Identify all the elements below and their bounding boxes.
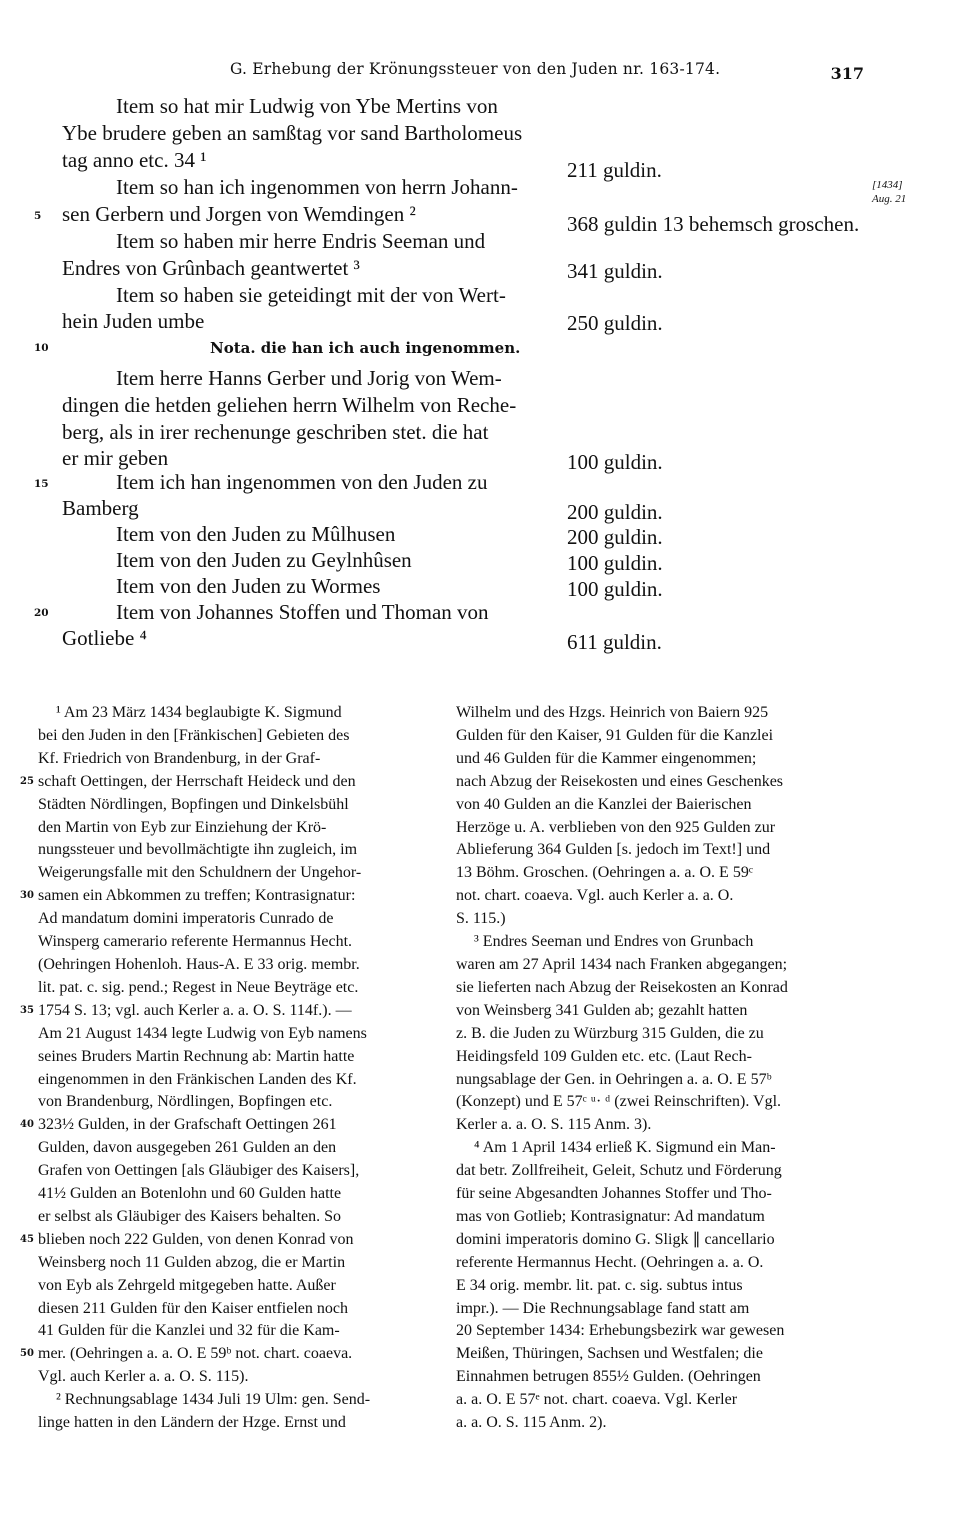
footnote-line: Am 21 August 1434 legte Ludwig von Eyb namens — [38, 1024, 367, 1042]
footnote-line: mas von Gotlieb; Kontrasignatur: Ad mandatum — [456, 1207, 765, 1225]
footnote-line: 13 Böhm. Groschen. (Oehringen a. a. O. E 59ᶜ — [456, 864, 753, 882]
line-number: 20 — [34, 607, 49, 619]
text-line: Item von den Juden zu Mûlhusen — [116, 522, 396, 546]
footnote-line: waren am 27 April 1434 nach Franken abgegangen; — [456, 955, 788, 973]
footnote-line: Winsperg camerario referente Hermannus Hecht. — [38, 933, 353, 951]
footnote-line: Ablieferung 364 Gulden [s. jedoch im Text!] und — [456, 841, 771, 859]
footnote-line: Vgl. auch Kerler a. a. O. S. 115). — [38, 1368, 249, 1386]
line-number: 10 — [34, 342, 49, 354]
footnote-line: ⁴ Am 1 April 1434 erließ K. Sigmund ein Man- — [474, 1139, 776, 1157]
footnote-line: dat betr. Zollfreiheit, Geleit, Schutz und Förderung — [456, 1162, 782, 1180]
text-line: Item so haben sie geteidingt mit der von Wert- — [116, 283, 506, 307]
text-line: Ybe brudere geben an samßtag vor sand Bartholomeus — [62, 121, 523, 145]
footnote-line: Grafen von Oettingen [als Gläubiger des Kaisers], — [38, 1162, 360, 1180]
footnote-line: 41½ Gulden an Botenlohn und 60 Gulden hatte — [38, 1185, 342, 1203]
text-line: Endres von Grûnbach geantwertet ³ — [62, 256, 360, 280]
footnote-line: Kf. Friedrich von Brandenburg, in der Graf- — [38, 749, 321, 767]
nota-line: Nota. die han ich auch ingenommen. — [210, 339, 521, 357]
line-number: 25 — [20, 776, 34, 787]
text-line: Item von Johannes Stoffen und Thoman von — [116, 600, 489, 624]
line-number: 45 — [20, 1234, 34, 1245]
footnote-line: und 46 Gulden für die Kammer eingenommen; — [456, 749, 757, 767]
footnote-line: nach Abzug der Reisekosten und eines Geschenkes — [456, 772, 784, 790]
footnote-line: Ad mandatum domini imperatoris Cunrado de — [38, 910, 334, 928]
footnote-line: z. B. die Juden zu Würzburg 315 Gulden, die zu — [456, 1024, 764, 1042]
footnote-line: seines Bruders Martin Rechnung ab: Martin hatte — [38, 1047, 355, 1065]
amount: 211 guldin. — [567, 158, 662, 182]
footnote-line: Weinsberg noch 11 Gulden abzog, die er Martin — [38, 1253, 346, 1271]
line-number: 50 — [20, 1348, 34, 1359]
footnote-line: bei den Juden in den [Fränkischen] Gebieten des — [38, 726, 350, 744]
text-line: Item so hat mir Ludwig von Ybe Mertins von — [116, 94, 498, 118]
amount: 611 guldin. — [567, 630, 662, 654]
footnote-line: (Konzept) und E 57ᶜ ᵘ· ᵈ (zwei Reinschriften). Vgl. — [456, 1093, 782, 1111]
amount: 100 guldin. — [567, 450, 663, 474]
footnote-line: von Eyb als Zehrgeld mitgegeben hatte. Außer — [38, 1276, 336, 1294]
footnote-line: 41 Gulden für die Kanzlei und 32 für die Kam- — [38, 1322, 340, 1340]
footnotes-right — [456, 702, 856, 1435]
footnote-line: domini imperatoris domino G. Sligk ∥ cancellario — [456, 1230, 775, 1248]
amount: 250 guldin. — [567, 311, 663, 335]
footnote-line: a. a. O. S. 115 Anm. 2). — [456, 1414, 607, 1432]
margin-note-year: [1434] — [872, 179, 903, 191]
text-line: Gotliebe ⁴ — [62, 626, 147, 650]
footnote-line: a. a. O. E 57ᵉ not. chart. coaeva. Vgl. Kerler — [456, 1391, 738, 1409]
footnote-line: Kerler a. a. O. S. 115 Anm. 3). — [456, 1116, 652, 1134]
footnote-line: ¹ Am 23 März 1434 beglaubigte K. Sigmund — [56, 704, 342, 721]
footnote-line: E 34 orig. membr. lit. pat. c. sig. subtus intus — [456, 1276, 743, 1294]
text-line: sen Gerbern und Jorgen von Wemdingen ² — [62, 202, 416, 226]
footnote-line: Städten Nördlingen, Bopfingen und Dinkelsbühl — [38, 795, 349, 813]
amount: 100 guldin. — [567, 577, 663, 601]
text-line: Bamberg — [62, 496, 139, 520]
footnote-line: Gulden für den Kaiser, 91 Gulden für die Kanzlei — [456, 726, 774, 744]
footnote-line: Wilhelm und des Hzgs. Heinrich von Baiern 925 — [456, 704, 769, 721]
page-number: 317 — [830, 64, 864, 83]
text-line: Item herre Hanns Gerber und Jorig von Wem- — [116, 366, 502, 390]
footnote-line: mer. (Oehringen a. a. O. E 59ᵇ not. chart. coaeva. — [38, 1345, 353, 1363]
footnote-line: linge hatten in den Ländern der Hzge. Ernst und — [38, 1414, 346, 1432]
footnote-line: den Martin von Eyb zur Einziehung der Krö- — [38, 818, 327, 836]
footnote-line: Weigerungsfalle mit den Schuldnern der Ungehor- — [38, 864, 362, 882]
line-number: 35 — [20, 1005, 34, 1016]
footnote-line: von Weinsberg 341 Gulden ab; gezahlt hatten — [456, 1001, 748, 1019]
footnote-line: Einnahmen betrugen 855½ Gulden. (Oehringen — [456, 1368, 761, 1386]
text-line: hein Juden umbe — [62, 309, 205, 333]
footnote-line: für seine Abgesandten Johannes Stoffer und Tho- — [456, 1185, 772, 1203]
text-line: berg, als in irer rechenunge geschriben stet. die hat — [62, 420, 489, 444]
text-line: dingen die hetden geliehen herrn Wilhelm von Reche- — [62, 393, 517, 417]
text-line: er mir geben — [62, 446, 169, 470]
footnote-line: ² Rechnungsablage 1434 Juli 19 Ulm: gen. Send- — [56, 1391, 371, 1409]
amount: 200 guldin. — [567, 525, 663, 549]
line-number: 40 — [20, 1119, 34, 1130]
text-line: tag anno etc. 34 ¹ — [62, 148, 207, 172]
footnote-line: 20 September 1434: Erhebungsbezirk war gewesen — [456, 1322, 785, 1340]
running-header: G. Erhebung der Krönungssteuer von den Juden nr. 163-174. — [230, 60, 721, 78]
text-line: Item von den Juden zu Wormes — [116, 574, 381, 598]
amount: 368 guldin 13 behemsch groschen. — [567, 212, 860, 236]
text-line: Item so han ich ingenommen von herrn Johann- — [116, 175, 518, 199]
amount: 100 guldin. — [567, 551, 663, 575]
footnote-line: referente Hermannus Hecht. (Oehringen a. a. O. — [456, 1253, 764, 1271]
footnote-line: Gulden, davon ausgegeben 261 Gulden an den — [38, 1139, 337, 1157]
footnote-line: schaft Oettingen, der Herrschaft Heideck und den — [38, 772, 356, 790]
footnote-line: samen ein Abkommen zu treffen; Kontrasignatur: — [38, 887, 356, 905]
footnote-line: ³ Endres Seeman und Endres von Grunbach — [474, 933, 754, 951]
line-number: 30 — [20, 890, 34, 901]
footnote-line: Meißen, Thüringen, Sachsen und Westfalen; die — [456, 1345, 763, 1363]
footnotes-left — [38, 702, 440, 1435]
line-number: 15 — [34, 478, 49, 490]
line-number: 5 — [34, 210, 42, 222]
amount: 341 guldin. — [567, 259, 663, 283]
footnote-line: 1754 S. 13; vgl. auch Kerler a. a. O. S. 114f.). — — [38, 1001, 352, 1019]
footnote-line: eingenommen in den Fränkischen Landen des Kf. — [38, 1070, 357, 1088]
footnote-line: lit. pat. c. sig. pend.; Regest in Neue Beyträge etc. — [38, 978, 359, 996]
footnote-line: nungssteuer und bevollmächtigte ihn zugleich, im — [38, 841, 358, 859]
footnote-line: (Oehringen Hohenloh. Haus-A. E 33 orig. membr. — [38, 955, 360, 973]
footnote-line: impr.). — Die Rechnungsablage fand statt am — [456, 1299, 750, 1317]
margin-note-date: Aug. 21 — [872, 193, 907, 205]
footnote-line: von Brandenburg, Nördlingen, Bopfingen etc. — [38, 1093, 333, 1111]
footnote-line: er selbst als Gläubiger des Kaisers behalten. So — [38, 1207, 342, 1225]
footnote-line: not. chart. coaeva. Vgl. auch Kerler a. a. O. — [456, 887, 734, 905]
footnote-line: diesen 211 Gulden für den Kaiser entfielen noch — [38, 1299, 348, 1317]
footnote-line: S. 115.) — [456, 910, 506, 928]
amount: 200 guldin. — [567, 500, 663, 524]
footnote-line: Heidingsfeld 109 Gulden etc. etc. (Laut Rech- — [456, 1047, 752, 1065]
text-line: Item ich han ingenommen von den Juden zu — [116, 470, 488, 494]
footnote-line: blieben noch 222 Gulden, von denen Konrad von — [38, 1230, 354, 1248]
text-line: Item von den Juden zu Geylnhûsen — [116, 548, 412, 572]
footnote-line: Herzöge u. A. verblieben von den 925 Gulden zur — [456, 818, 776, 836]
footnote-line: nungsablage der Gen. in Oehringen a. a. O. E 57ᵇ — [456, 1070, 772, 1088]
footnote-line: 323½ Gulden, in der Grafschaft Oettingen 261 — [38, 1116, 337, 1134]
text-line: Item so haben mir herre Endris Seeman und — [116, 229, 486, 253]
footnote-line: von 40 Gulden an die Kanzlei der Baierischen — [456, 795, 752, 813]
footnote-line: sie lieferten nach Abzug der Reisekosten an Konrad — [456, 978, 788, 996]
